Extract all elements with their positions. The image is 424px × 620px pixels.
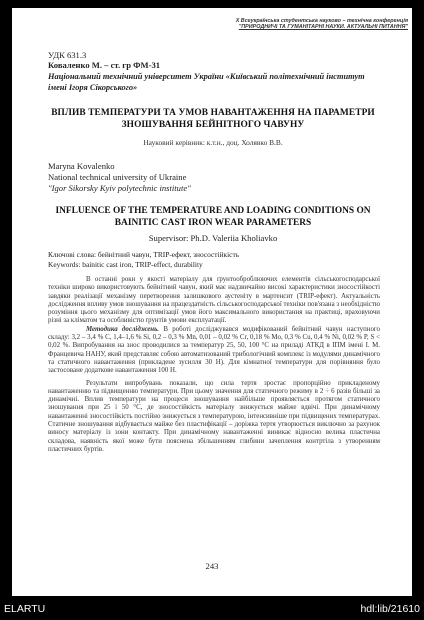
paragraph-results: Результати випробувань показали, що сила тертя зростає пропорційно прикладеному навантаженню та підвищенню температури. При цьому значення для статичного режиму в 2 ÷ 6 разів більші за динамічні. Вплив температури на процеси зношування найбільше проявляється протягом статичного зношування при 25 і 50 °С, де зносостійкість матеріалу знижується майже вдвічі. При динамічному навантаженні зносостійкість постійно знижується з температурою, інтенсивніше при підвищених температурах. Статичне зношування відбувається майже без пластифікації – доріжка тертя утворюється виключно за рахунок виносу матеріалу із зони контакту. При динамічному навантаженні виникає відносно велика пластична складова, наявність якої може бути пояснена збільшенням глибини зачеплення контртіла з утворенням пластичних буртів.	[48, 379, 380, 453]
conference-line-1: X Всеукраїнська студентська науково – технічна конференція	[235, 18, 408, 24]
udk-code: УДК 631.3	[48, 50, 87, 60]
conference-header	[62, 18, 408, 31]
keywords-ua: Ключові слова: бейнітний чавун, TRIP-ефект, зносостійкість	[48, 250, 240, 259]
title-en: INFLUENCE OF THE TEMPERATURE AND LOADING CONDITIONS ON BAINITIC CAST IRON WEAR PARAMETERS	[55, 206, 371, 228]
supervisor-ua: Науковий керівник: к.т.н., доц. Холявко В.В.	[143, 138, 283, 147]
affiliation-ua: Національний технічний університет України «Київський політехнічний інститут імені Ігоря Сікорського»	[48, 72, 365, 92]
keywords	[48, 250, 239, 270]
page-number: 243	[205, 561, 219, 571]
author-en: Maryna Kovalenko	[48, 161, 115, 171]
article-body	[48, 276, 380, 454]
methods-label: Методика досліджень.	[86, 325, 159, 333]
footer-handle: hdl:lib/21610	[360, 603, 420, 615]
methods-text: В роботі досліджувався модифікований бейнітний чавун наступного складу: 3,2 – 3,4 % C, 1,4–1,6 % Si, 0,2 – 0,3 % Mn, 0,01 – 0,02 % Cr, 0,18 % Mo, 0,3 % Cu, 0,4 % Ni, 0,02 % P, S < 0,02 %. Випробування на знос проводилися за температур 25, 50, 100 °С на приладі АТКД в ІПМ імені І. М. Францевича НАНУ, який представляє собою автоматизований трибологічний комплекс із модулями динамічного та статичного навантаження (прикладене зусилля 30 Н). Для кімнатної температури для порівняння було застосоване додаткове навантаження 100 Н.	[48, 325, 380, 375]
conference-line-2: "ПРИРОДНИЧІ ТА ГУМАНІТАРНІ НАУКИ. АКТУАЛЬНІ ПИТАННЯ"	[238, 24, 408, 31]
keywords-en: Keywords: bainitic cast iron, TRIP-effect, durability	[48, 260, 203, 269]
author-ua: Коваленко М. – ст. гр ФМ-31	[48, 60, 161, 70]
supervisor-en: Supervisor: Ph.D. Valeriia Kholiavko	[148, 233, 278, 243]
paragraph-methods	[48, 326, 380, 376]
affiliation-en-line-2: "Igor Sikorsky Kyiv polytechnic institute"	[48, 183, 191, 193]
affiliation-en-line-1: National technical university of Ukraine	[48, 172, 187, 182]
footer-repository-name: ELARTU	[4, 603, 46, 615]
affiliation-en	[48, 172, 378, 194]
title-ua: ВПЛИВ ТЕМПЕРАТУРИ ТА УМОВ НАВАНТАЖЕННЯ НА ПАРАМЕТРИ ЗНОШУВАННЯ БЕЙНІТНОГО ЧАВУНУ	[51, 108, 375, 130]
document-page	[12, 8, 412, 596]
paragraph-intro: В останні роки у якості матеріалу для ґрунтооброблюючих елементів сільськогосподарської техніки широко використовують бейнітний чавун, який має надзвичайно високі характеристики зносостійкості завдяки реалізації механізму перетворення залишкового аустеніту в мартенсит (TRIP-ефект). Актуальність дослідження впливу умов зношування на працездатність сільськогосподарської техніки пов'язана з необхідністю розуміння цього механізму для оптимізації умов його максимального використання на практиці, враховуючи різні за кліматом та особливістю ґрунтів умови експлуатації.	[48, 276, 380, 325]
